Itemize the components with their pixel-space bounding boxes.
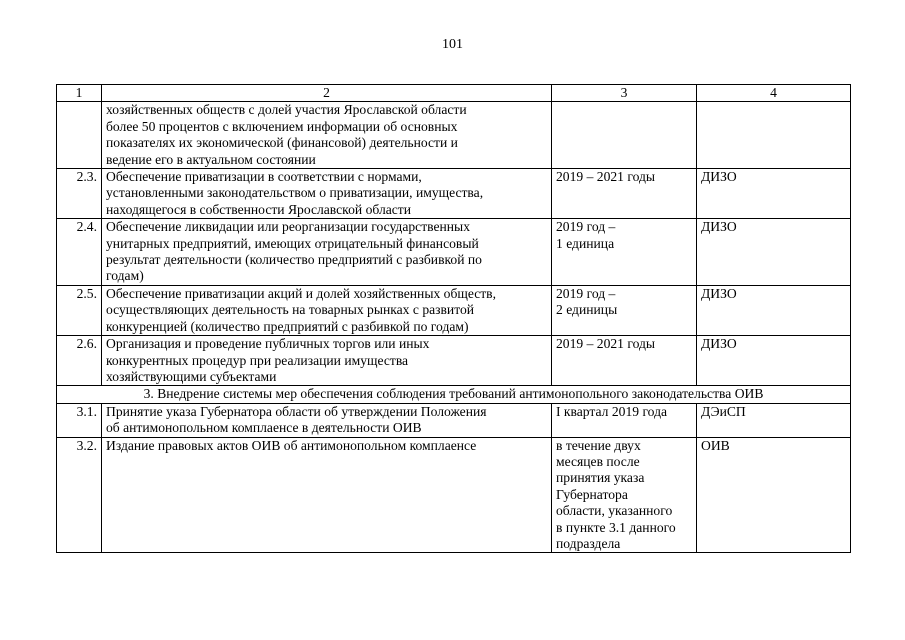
measures-table bbox=[56, 84, 851, 553]
row-term: в течение двух месяцев после принятия указа Губернатора области, указанного в пункте 3.1 данного подраздела bbox=[552, 437, 697, 553]
row-term: I квартал 2019 года bbox=[552, 403, 697, 437]
table-row bbox=[57, 219, 851, 286]
row-executor: ДИЗО bbox=[697, 336, 851, 386]
row-measure-text: Издание правовых актов ОИВ об антимонопольном комплаенсе bbox=[102, 437, 552, 553]
row-executor: ДИЗО bbox=[697, 169, 851, 219]
row-number: 2.4. bbox=[57, 219, 102, 286]
row-measure-text: Принятие указа Губернатора области об утверждении Положения об антимонопольном комплаенсе в деятельности ОИВ bbox=[102, 403, 552, 437]
row-measure-text: Обеспечение приватизации в соответствии с нормами, установленными законодательством о приватизации, имущества, находящегося в собственности Ярославской области bbox=[102, 169, 552, 219]
row-measure-text: хозяйственных обществ с долей участия Ярославской области более 50 процентов с включением информации об основных показателях их экономической (финансовой) деятельности и ведение его в актуальном состоянии bbox=[102, 102, 552, 169]
row-measure-text: Организация и проведение публичных торгов или иных конкурентных процедур при реализации имущества хозяйствующими субъектами bbox=[102, 336, 552, 386]
table-row bbox=[57, 336, 851, 386]
table-row bbox=[57, 102, 851, 169]
row-measure-text: Обеспечение ликвидации или реорганизации государственных унитарных предприятий, имеющих отрицательный финансовый результат деятельности (количество предприятий с разбивкой по годам) bbox=[102, 219, 552, 286]
row-number: 2.6. bbox=[57, 336, 102, 386]
row-executor: ДИЗО bbox=[697, 219, 851, 286]
section-row bbox=[57, 386, 851, 403]
row-number: 3.1. bbox=[57, 403, 102, 437]
row-executor bbox=[697, 102, 851, 169]
header-cell-2: 2 bbox=[102, 85, 552, 102]
header-cell-1: 1 bbox=[57, 85, 102, 102]
table-row bbox=[57, 437, 851, 553]
table-row bbox=[57, 285, 851, 335]
row-number bbox=[57, 102, 102, 169]
row-term: 2019 – 2021 годы bbox=[552, 336, 697, 386]
row-term: 2019 год – 1 единица bbox=[552, 219, 697, 286]
header-cell-4: 4 bbox=[697, 85, 851, 102]
page-number: 101 bbox=[442, 37, 463, 52]
row-term: 2019 – 2021 годы bbox=[552, 169, 697, 219]
row-term bbox=[552, 102, 697, 169]
row-executor: ДИЗО bbox=[697, 285, 851, 335]
row-executor: ОИВ bbox=[697, 437, 851, 553]
section-title: 3. Внедрение системы мер обеспечения соблюдения требований антимонопольного законодательства ОИВ bbox=[57, 386, 851, 403]
row-number: 2.3. bbox=[57, 169, 102, 219]
row-measure-text: Обеспечение приватизации акций и долей хозяйственных обществ, осуществляющих деятельность на товарных рынках с развитой конкуренцией (количество предприятий с разбивкой по годам) bbox=[102, 285, 552, 335]
row-number: 2.5. bbox=[57, 285, 102, 335]
table-row bbox=[57, 169, 851, 219]
row-number: 3.2. bbox=[57, 437, 102, 553]
row-executor: ДЭиСП bbox=[697, 403, 851, 437]
header-cell-3: 3 bbox=[552, 85, 697, 102]
table-row bbox=[57, 403, 851, 437]
table-header-row bbox=[57, 85, 851, 102]
row-term: 2019 год – 2 единицы bbox=[552, 285, 697, 335]
